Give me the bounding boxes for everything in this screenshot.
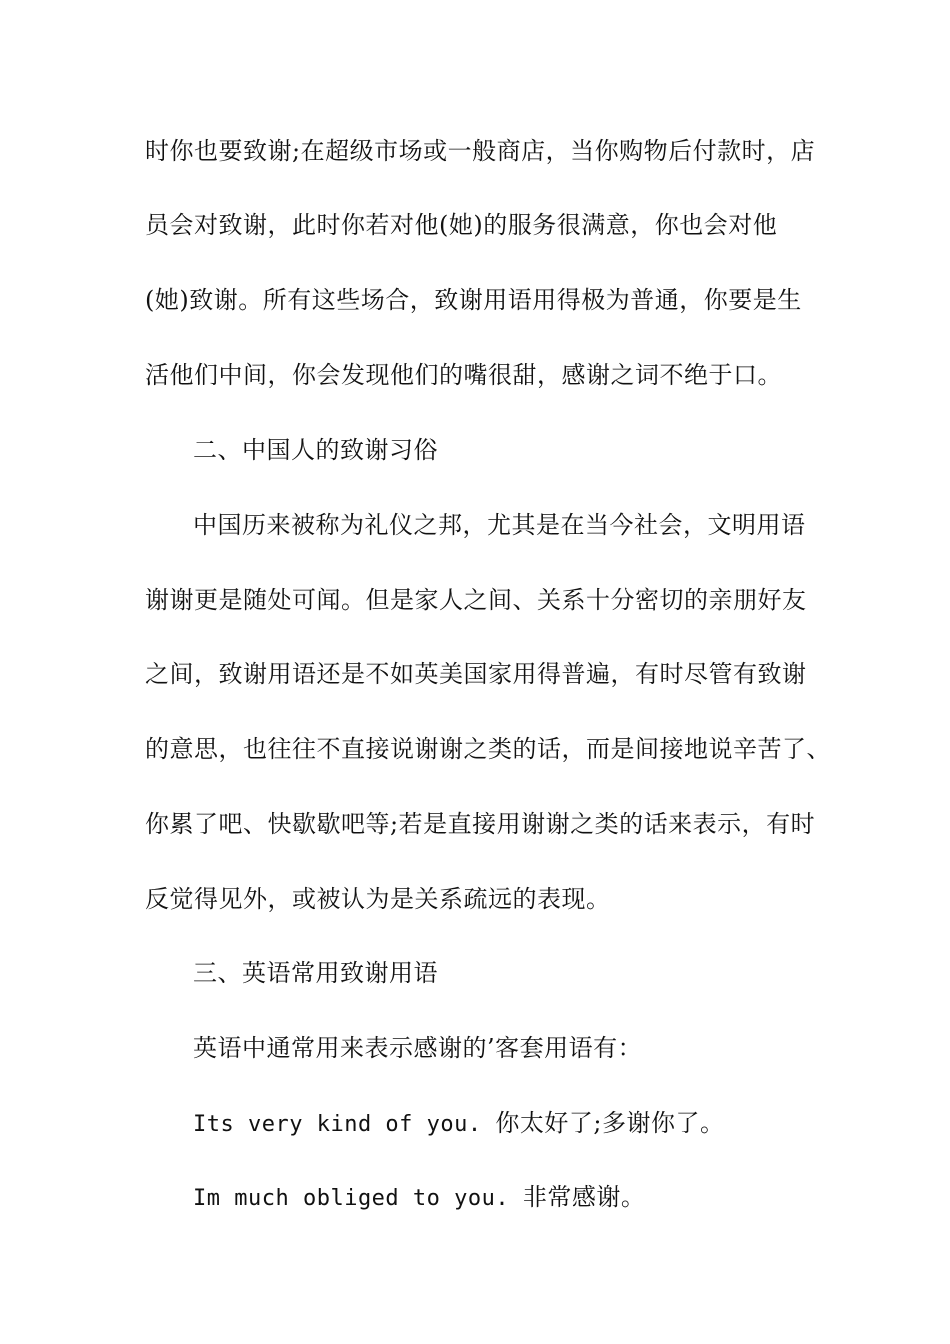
paragraph-line: 员会对致谢，此时你若对他(她)的服务很满意，你也会对他: [145, 211, 778, 239]
example-english: Im much obliged to you.: [193, 1186, 510, 1211]
paragraph-line: 谢谢更是随处可闻。但是家人之间、关系十分密切的亲朋好友: [145, 586, 807, 614]
paragraph-line: 的意思，也往往不直接说谢谢之类的话，而是间接地说辛苦了、: [145, 735, 831, 763]
example-line: [193, 1108, 725, 1140]
paragraph-line: 反觉得见外，或被认为是关系疏远的表现。: [145, 885, 611, 913]
paragraph-line: 英语中通常用来表示感谢的’客套用语有：: [193, 1034, 643, 1062]
paragraph-line: 之间，致谢用语还是不如英美国家用得普遍，有时尽管有致谢: [145, 660, 807, 688]
example-chinese: 你太好了;多谢你了。: [495, 1109, 725, 1137]
section-heading: 三、英语常用致谢用语: [193, 959, 438, 987]
section-heading: 二、中国人的致谢习俗: [193, 436, 438, 464]
paragraph-line: 你累了吧、快歇歇吧等;若是直接用谢谢之类的话来表示，有时: [145, 810, 816, 838]
paragraph-line: 中国历来被称为礼仪之邦，尤其是在当今社会，文明用语: [193, 511, 806, 539]
example-chinese: 非常感谢。: [522, 1183, 646, 1211]
example-line: [193, 1182, 645, 1214]
paragraph-line: 活他们中间，你会发现他们的嘴很甜，感谢之词不绝于口。: [145, 361, 782, 389]
example-english: Its very kind of you.: [193, 1112, 482, 1137]
paragraph-line: 时你也要致谢;在超级市场或一般商店，当你购物后付款时，店: [145, 137, 816, 165]
paragraph-line: (她)致谢。所有这些场合，致谢用语用得极为普通，你要是生: [145, 286, 802, 314]
